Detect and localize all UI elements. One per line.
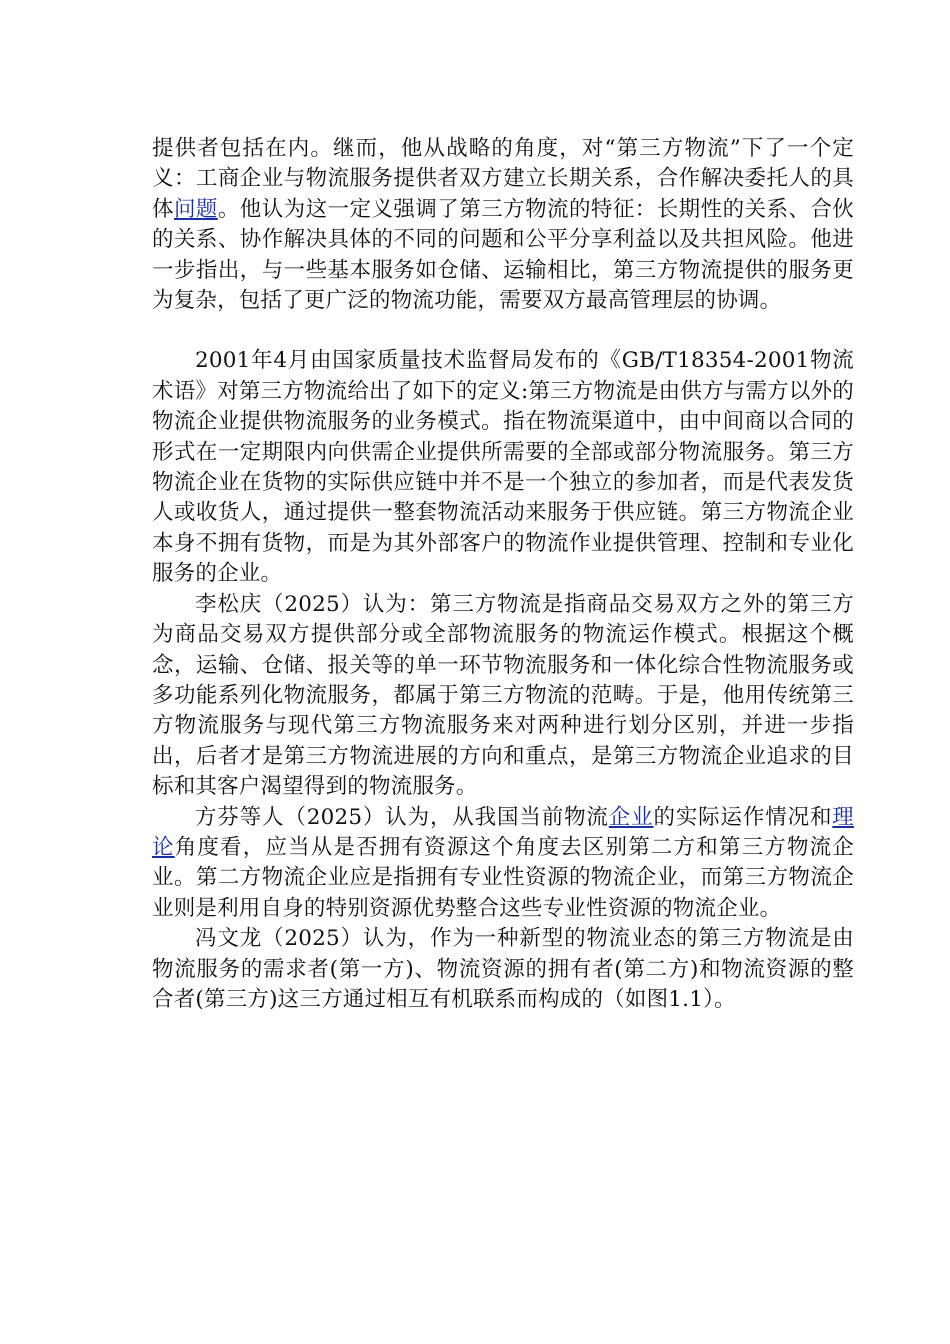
link-qiye[interactable]: 企业 <box>608 804 654 830</box>
text-segment: 角度看，应当从是否拥有资源这个角度去区别第二方和第三方物流企业。第二方物流企业应是指拥有专业性资源的物流企业，而第三方物流企业则是利用自身的特别资源优势整合这些专业性资源的物流企业。 <box>152 834 854 921</box>
text-segment: 。他认为这一定义强调了第三方物流的特征：长期性的关系、合伙的关系、协作解决具体的不同的问题和公平分享利益以及共担风险。他进一步指出，与一些基本服务如仓储、运输相比，第三方物流提供的服务更为复杂，包括了更广泛的物流功能，需要双方最高管理层的协调。 <box>152 196 854 314</box>
text-segment: 的实际运作情况和 <box>653 804 833 830</box>
text-segment: 2001年4月由国家质量技术监督局发布的《GB/T18354-2001物流术语》对第三方物流给出了如下的定义:第三方物流是由供方与需方以外的物流企业提供物流服务的业务模式。指在物流渠道中，由中间商以合同的形式在一定期限内向供需企业提供所需要的全部或部分物流服务。第三方物流企业在货物的实际供应链中并不是一个独立的参加者，而是代表发货人或收货人，通过提供一整套物流活动来服务于供应链。第三方物流企业本身不拥有货物，而是为其外部客户的物流作业提供管理、控制和专业化服务的企业。 <box>152 348 854 587</box>
text-segment: 方芬等人（2025）认为，从我国当前物流 <box>195 804 609 830</box>
paragraph-continuation <box>152 134 854 316</box>
link-lilun[interactable]: 理论 <box>152 804 854 860</box>
paragraph-feng-wenlong <box>152 924 854 1015</box>
link-wenti[interactable]: 问题 <box>173 196 218 222</box>
paragraph-li-songqing <box>152 590 854 803</box>
text-segment: 提供者包括在内。继而，他从战略的角度，对“第三方物流”下了一个定义：工商企业与物流服务提供者双方建立长期关系，合作解决委托人的具体 <box>152 136 854 222</box>
text-segment: 冯文龙（2025）认为，作为一种新型的物流业态的第三方物流是由物流服务的需求者(第一方)、物流资源的拥有者(第二方)和物流资源的整合者(第三方)这三方通过相互有机联系而构成的（如图1.1）。 <box>152 926 854 1012</box>
paragraph-fang-fen <box>152 803 854 925</box>
paragraph-gb-definition <box>152 346 854 589</box>
document-page <box>152 134 854 1015</box>
text-segment: 李松庆（2025）认为：第三方物流是指商品交易双方之外的第三方为商品交易双方提供部分或全部物流服务的物流运作模式。根据这个概念，运输、仓储、报关等的单一环节物流服务和一体化综合性物流服务或多功能系列化物流服务，都属于第三方物流的范畴。于是，他用传统第三方物流服务与现代第三方物流服务来对两种进行划分区别，并进一步指出，后者才是第三方物流进展的方向和重点，是第三方物流企业追求的目标和其客户渴望得到的物流服务。 <box>152 591 854 800</box>
